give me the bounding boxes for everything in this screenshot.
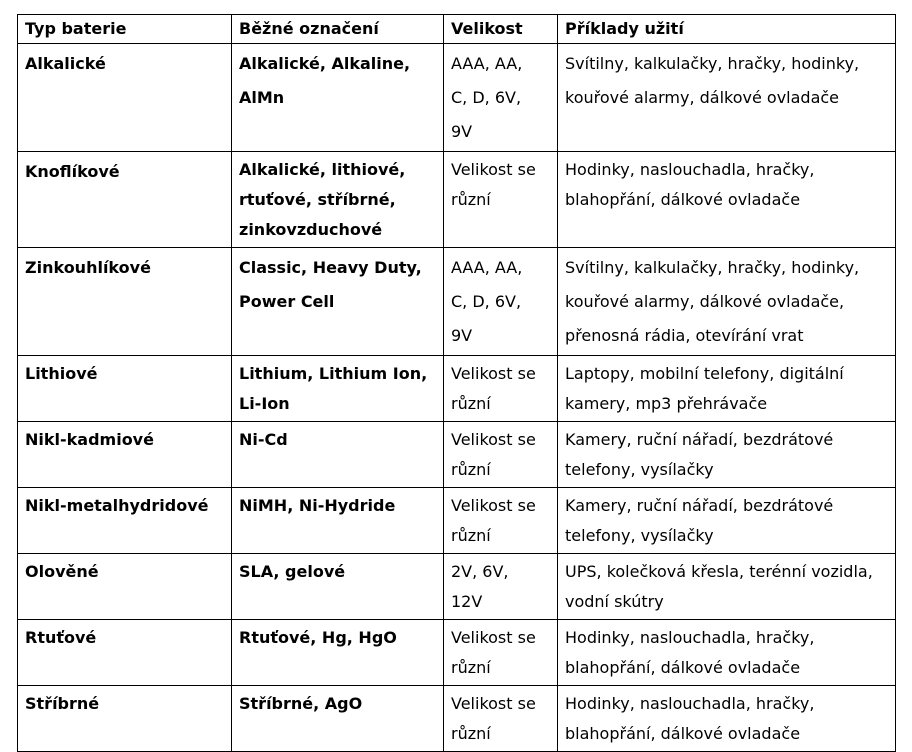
size-cell: Velikost se různí bbox=[444, 152, 558, 248]
table-row bbox=[18, 488, 896, 554]
battery-type-cell: Rtuťové bbox=[18, 620, 232, 686]
table-row bbox=[18, 152, 896, 248]
header-common-designation: Běžné označení bbox=[232, 15, 444, 44]
usage-cell: Hodinky, naslouchadla, hračky, blahopřání, dálkové ovladače bbox=[558, 152, 896, 248]
designation-cell: Stříbrné, AgO bbox=[232, 686, 444, 752]
designation-cell: Classic, Heavy Duty, Power Cell bbox=[232, 248, 444, 356]
table-row bbox=[18, 44, 896, 152]
designation-cell: Alkalické, Alkaline, AlMn bbox=[232, 44, 444, 152]
designation-cell: Rtuťové, Hg, HgO bbox=[232, 620, 444, 686]
table-row bbox=[18, 422, 896, 488]
usage-cell: Kamery, ruční nářadí, bezdrátové telefony, vysílačky bbox=[558, 488, 896, 554]
designation-cell: Ni-Cd bbox=[232, 422, 444, 488]
table-row bbox=[18, 356, 896, 422]
usage-cell: Kamery, ruční nářadí, bezdrátové telefony, vysílačky bbox=[558, 422, 896, 488]
battery-type-cell: Nikl-kadmiové bbox=[18, 422, 232, 488]
header-battery-type: Typ baterie bbox=[18, 15, 232, 44]
table-header-row bbox=[18, 15, 896, 44]
table-row bbox=[18, 554, 896, 620]
size-cell: Velikost se různí bbox=[444, 620, 558, 686]
header-size: Velikost bbox=[444, 15, 558, 44]
battery-type-cell: Stříbrné bbox=[18, 686, 232, 752]
battery-type-cell: Knoflíkové bbox=[18, 152, 232, 248]
battery-type-cell: Alkalické bbox=[18, 44, 232, 152]
battery-type-cell: Olověné bbox=[18, 554, 232, 620]
usage-cell: Hodinky, naslouchadla, hračky, blahopřání, dálkové ovladače bbox=[558, 686, 896, 752]
size-cell: AAA, AA, C, D, 6V, 9V bbox=[444, 248, 558, 356]
battery-types-table bbox=[17, 14, 896, 752]
size-cell: Velikost se různí bbox=[444, 422, 558, 488]
table-row bbox=[18, 686, 896, 752]
usage-cell: Svítilny, kalkulačky, hračky, hodinky, kouřové alarmy, dálkové ovladače bbox=[558, 44, 896, 152]
size-cell: AAA, AA, C, D, 6V, 9V bbox=[444, 44, 558, 152]
usage-cell: Hodinky, naslouchadla, hračky, blahopřání, dálkové ovladače bbox=[558, 620, 896, 686]
designation-cell: Alkalické, lithiové, rtuťové, stříbrné, zinkovzduchové bbox=[232, 152, 444, 248]
table-row bbox=[18, 248, 896, 356]
size-cell: Velikost se různí bbox=[444, 686, 558, 752]
size-cell: Velikost se různí bbox=[444, 356, 558, 422]
size-cell: Velikost se různí bbox=[444, 488, 558, 554]
battery-type-cell: Nikl-metalhydridové bbox=[18, 488, 232, 554]
usage-cell: UPS, kolečková křesla, terénní vozidla, vodní skútry bbox=[558, 554, 896, 620]
usage-cell: Svítilny, kalkulačky, hračky, hodinky, kouřové alarmy, dálkové ovladače, přenosná rádia, otevírání vrat bbox=[558, 248, 896, 356]
battery-type-cell: Lithiové bbox=[18, 356, 232, 422]
designation-cell: Lithium, Lithium Ion, Li-Ion bbox=[232, 356, 444, 422]
table-row bbox=[18, 620, 896, 686]
designation-cell: SLA, gelové bbox=[232, 554, 444, 620]
usage-cell: Laptopy, mobilní telefony, digitální kamery, mp3 přehrávače bbox=[558, 356, 896, 422]
size-cell: 2V, 6V, 12V bbox=[444, 554, 558, 620]
battery-type-cell: Zinkouhlíkové bbox=[18, 248, 232, 356]
header-usage-examples: Příklady užití bbox=[558, 15, 896, 44]
designation-cell: NiMH, Ni-Hydride bbox=[232, 488, 444, 554]
